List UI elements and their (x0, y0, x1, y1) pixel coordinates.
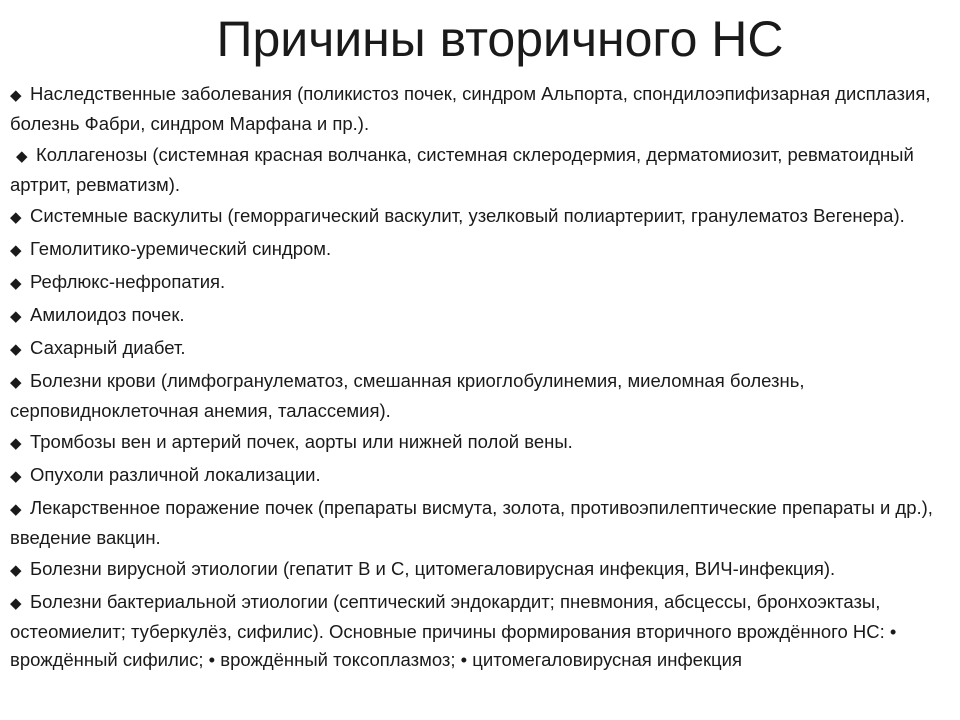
list-item (10, 268, 940, 298)
diamond-bullet-icon: ◆ (10, 242, 22, 259)
diamond-bullet-icon: ◆ (10, 468, 22, 485)
list-item (10, 80, 940, 138)
list-item (10, 301, 940, 331)
list-item-text: Болезни бактериальной этиологии (септический эндокардит; пневмония, абсцессы, бронхоэктазы, остеомиелит; туберкулёз, сифилис). Основные причины формирования вторичного врождённого НС: • врождённый сифилис; • врождённый токсоплазмоз; • цитомегаловирусная инфекция (10, 591, 897, 670)
diamond-bullet-icon: ◆ (10, 595, 22, 612)
list-item (10, 202, 940, 232)
diamond-bullet-icon: ◆ (16, 148, 28, 165)
list-item-text: Гемолитико-уремический синдром. (30, 238, 332, 259)
causes-list (10, 80, 940, 677)
diamond-bullet-icon: ◆ (10, 501, 22, 518)
list-item-text: Болезни крови (лимфогранулематоз, смешанная криоглобулинемия, миеломная болезнь, серповидноклеточная анемия, талассемия). (10, 370, 805, 421)
list-item (10, 494, 940, 552)
list-item (10, 588, 940, 674)
list-item (10, 428, 940, 458)
diamond-bullet-icon: ◆ (10, 562, 22, 579)
diamond-bullet-icon: ◆ (10, 435, 22, 452)
list-item (10, 334, 940, 364)
diamond-bullet-icon: ◆ (10, 308, 22, 325)
list-item (10, 141, 940, 199)
list-item-text: Болезни вирусной этиологии (гепатит В и С, цитомегаловирусная инфекция, ВИЧ-инфекция). (30, 558, 836, 579)
list-item (10, 367, 940, 425)
list-item-text: Рефлюкс-нефропатия. (30, 271, 226, 292)
list-item-text: Системные васкулиты (геморрагический васкулит, узелковый полиартериит, гранулематоз Вегенера). (30, 205, 905, 226)
list-item-text: Амилоидоз почек. (30, 304, 185, 325)
list-item-text: Тромбозы вен и артерий почек, аорты или нижней полой вены. (30, 431, 573, 452)
list-item-text: Лекарственное поражение почек (препараты висмута, золота, противоэпилептические препараты и др.), введение вакцин. (10, 497, 933, 548)
list-item (10, 461, 940, 491)
list-item-text: Сахарный диабет. (30, 337, 186, 358)
diamond-bullet-icon: ◆ (10, 87, 22, 104)
list-item (10, 555, 940, 585)
diamond-bullet-icon: ◆ (10, 374, 22, 391)
diamond-bullet-icon: ◆ (10, 275, 22, 292)
list-item-text: Опухоли различной локализации. (30, 464, 321, 485)
list-item (10, 235, 940, 265)
slide-title: Причины вторичного НС (216, 11, 784, 67)
list-item-text: Коллагенозы (системная красная волчанка, системная склеродермия, дерматомиозит, ревматоидный артрит, ревматизм). (10, 144, 914, 195)
diamond-bullet-icon: ◆ (10, 209, 22, 226)
list-item-text: Наследственные заболевания (поликистоз почек, синдром Альпорта, спондилоэпифизарная дисплазия, болезнь Фабри, синдром Марфана и пр.). (10, 83, 931, 134)
diamond-bullet-icon: ◆ (10, 341, 22, 358)
